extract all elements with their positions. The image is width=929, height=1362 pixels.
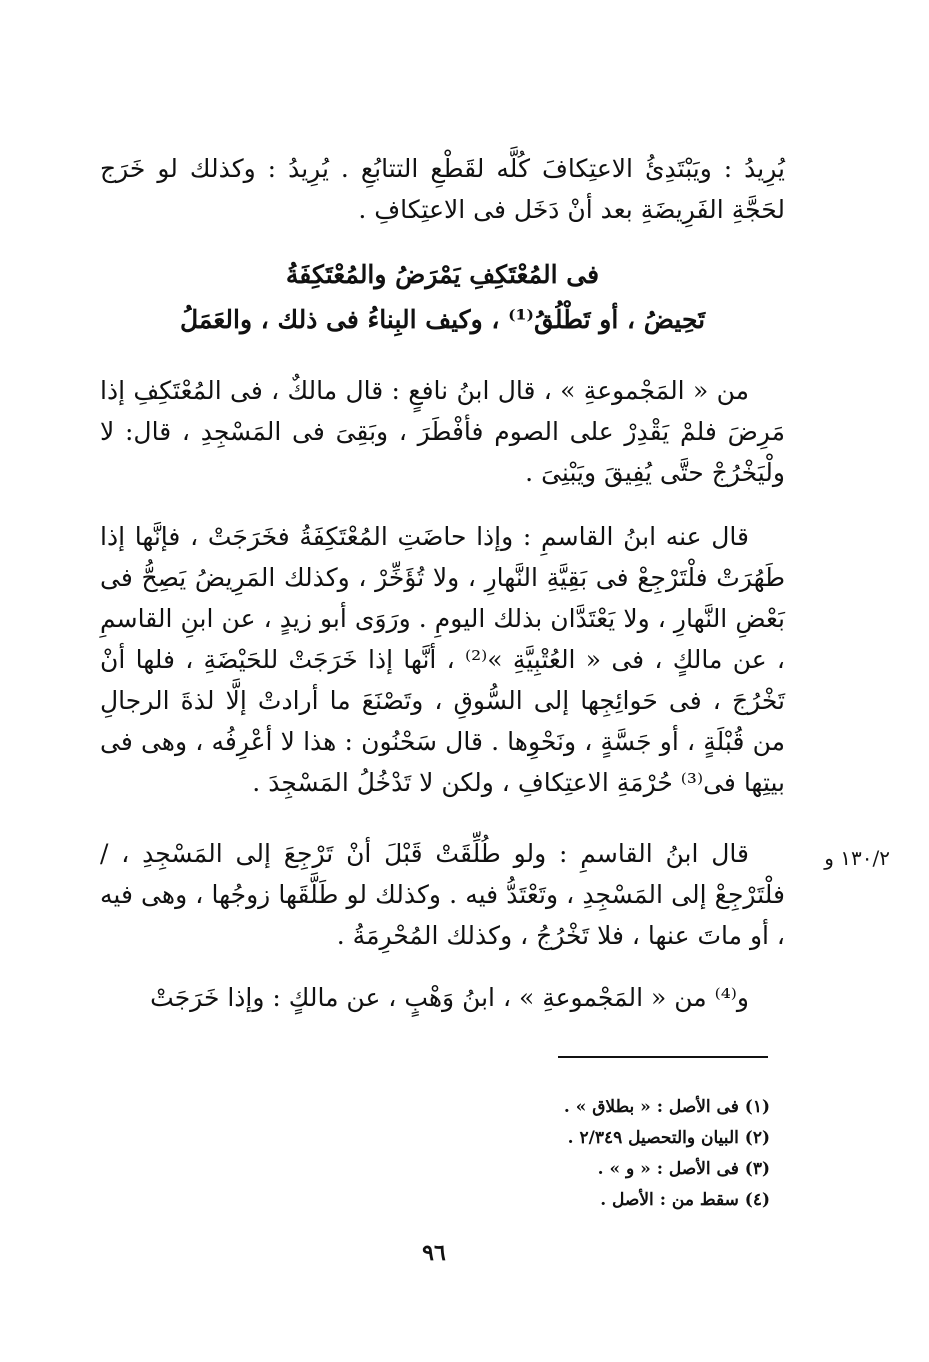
section-heading — [100, 252, 785, 342]
paragraph-1: من « المَجْموعةِ » ، قال ابنُ نافعٍ : قال مالكٌ ، فى المُعْتَكِفِ إذا مَرِضَ فلمْ يَقْدِرْ على الصوم فأفْطَرَ ، وبَقِىَ فى المَسْجِدِ ، قال: لا ولْيَخْرُجْ حتَّى يُفِيقَ ويَبْنِىَ . — [100, 376, 785, 487]
footnote-separator — [558, 1056, 768, 1058]
footnotes — [300, 1092, 770, 1216]
manuscript-folio-note: ١٣٠/٢ و — [824, 846, 890, 870]
page-number: ٩٦ — [422, 1240, 446, 1266]
section-heading-line-1: فى المُعْتَكِفِ يَمْرَضُ والمُعْتَكِفَةُ — [285, 260, 600, 289]
section-heading-line-2: تَحِيضُ ، أو تَطْلُقُ⁽¹⁾ ، وكيف البِناءُ فى ذلك ، والعَمَلُ — [179, 305, 706, 334]
paragraph-3: قال ابنُ القاسمِ : ولو طُلِّقَتْ قَبْلَ أنْ تَرْجِعَ إلى المَسْجِدِ ، / فلْتَرْجِعْ إلى المَسْجِدِ ، وتَعْتَدُّ فيه . وكذلك لو طَلَّقَها زوجُها ، وهى فيه ، أو ماتَ عنها ، فلا تَخْرُجُ ، وكذلك المُحْرِمَةُ . — [100, 839, 785, 950]
paragraph-4: و⁽⁴⁾ من « المَجْموعةِ » ، ابنُ وَهْبٍ ، عن مالكٍ : وإذا خَرَجَتْ — [150, 983, 749, 1012]
paragraph-2: قال عنه ابنُ القاسمِ : وإذا حاضَتِ المُعْتَكِفَةُ فخَرَجَتْ ، فإنَّها إذا طَهُرَتْ فلْتَرْجِعْ فى بَقِيَّةِ النَّهارِ ، ولا تُؤَخِّرْ ، وكذلك المَرِيضُ يَصِحُّ فى بَعْضِ النَّهارِ ، ولا يَعْتَدَّان بذلك اليومِ . ورَوَى أبو زيدٍ ، عن ابنِ القاسمِ ، عن مالكٍ ، فى « العُتْبِيَّةِ »⁽²⁾ ، أنَّها إذا خَرَجَتْ للحَيْضَةِ ، فلها أنْ تَخْرُجَ ، فى حَوائِجِها إلى السُّوقِ ، وتَصْنَعَ ما أرادتْ إلَّا لذةَ الرجالِ من قُبْلَةٍ ، أو جَسَّةٍ ، ونَحْوِها . قال سَحْنُون : هذا لا أعْرِفُه ، وهى فى بيتِها فى⁽³⁾ حُرْمَةِ الاعتِكافِ ، ولكن لا تَدْخُلُ المَسْجِدَ . — [100, 522, 785, 797]
footnote-2: (٢) البيان والتحصيل ٢/٣٤٩ . — [567, 1128, 770, 1148]
footnote-4: (٤) سقط من : الأصل . — [600, 1190, 770, 1210]
intro-paragraph: يُرِيدُ : ويَبْتَدِئُ الاعتِكافَ كُلَّه لقَطْعِ التتابُعِ . يُرِيدُ : وكذلك لو خَرَج لحَجَّةِ الفَرِيضَةِ بعد أنْ دَخَل فى الاعتِكافِ . — [100, 154, 785, 224]
footnote-1: (١) فى الأصل : « بطلاق » . — [563, 1097, 770, 1117]
footnote-3: (٣) فى الأصل : « و » . — [597, 1159, 770, 1179]
